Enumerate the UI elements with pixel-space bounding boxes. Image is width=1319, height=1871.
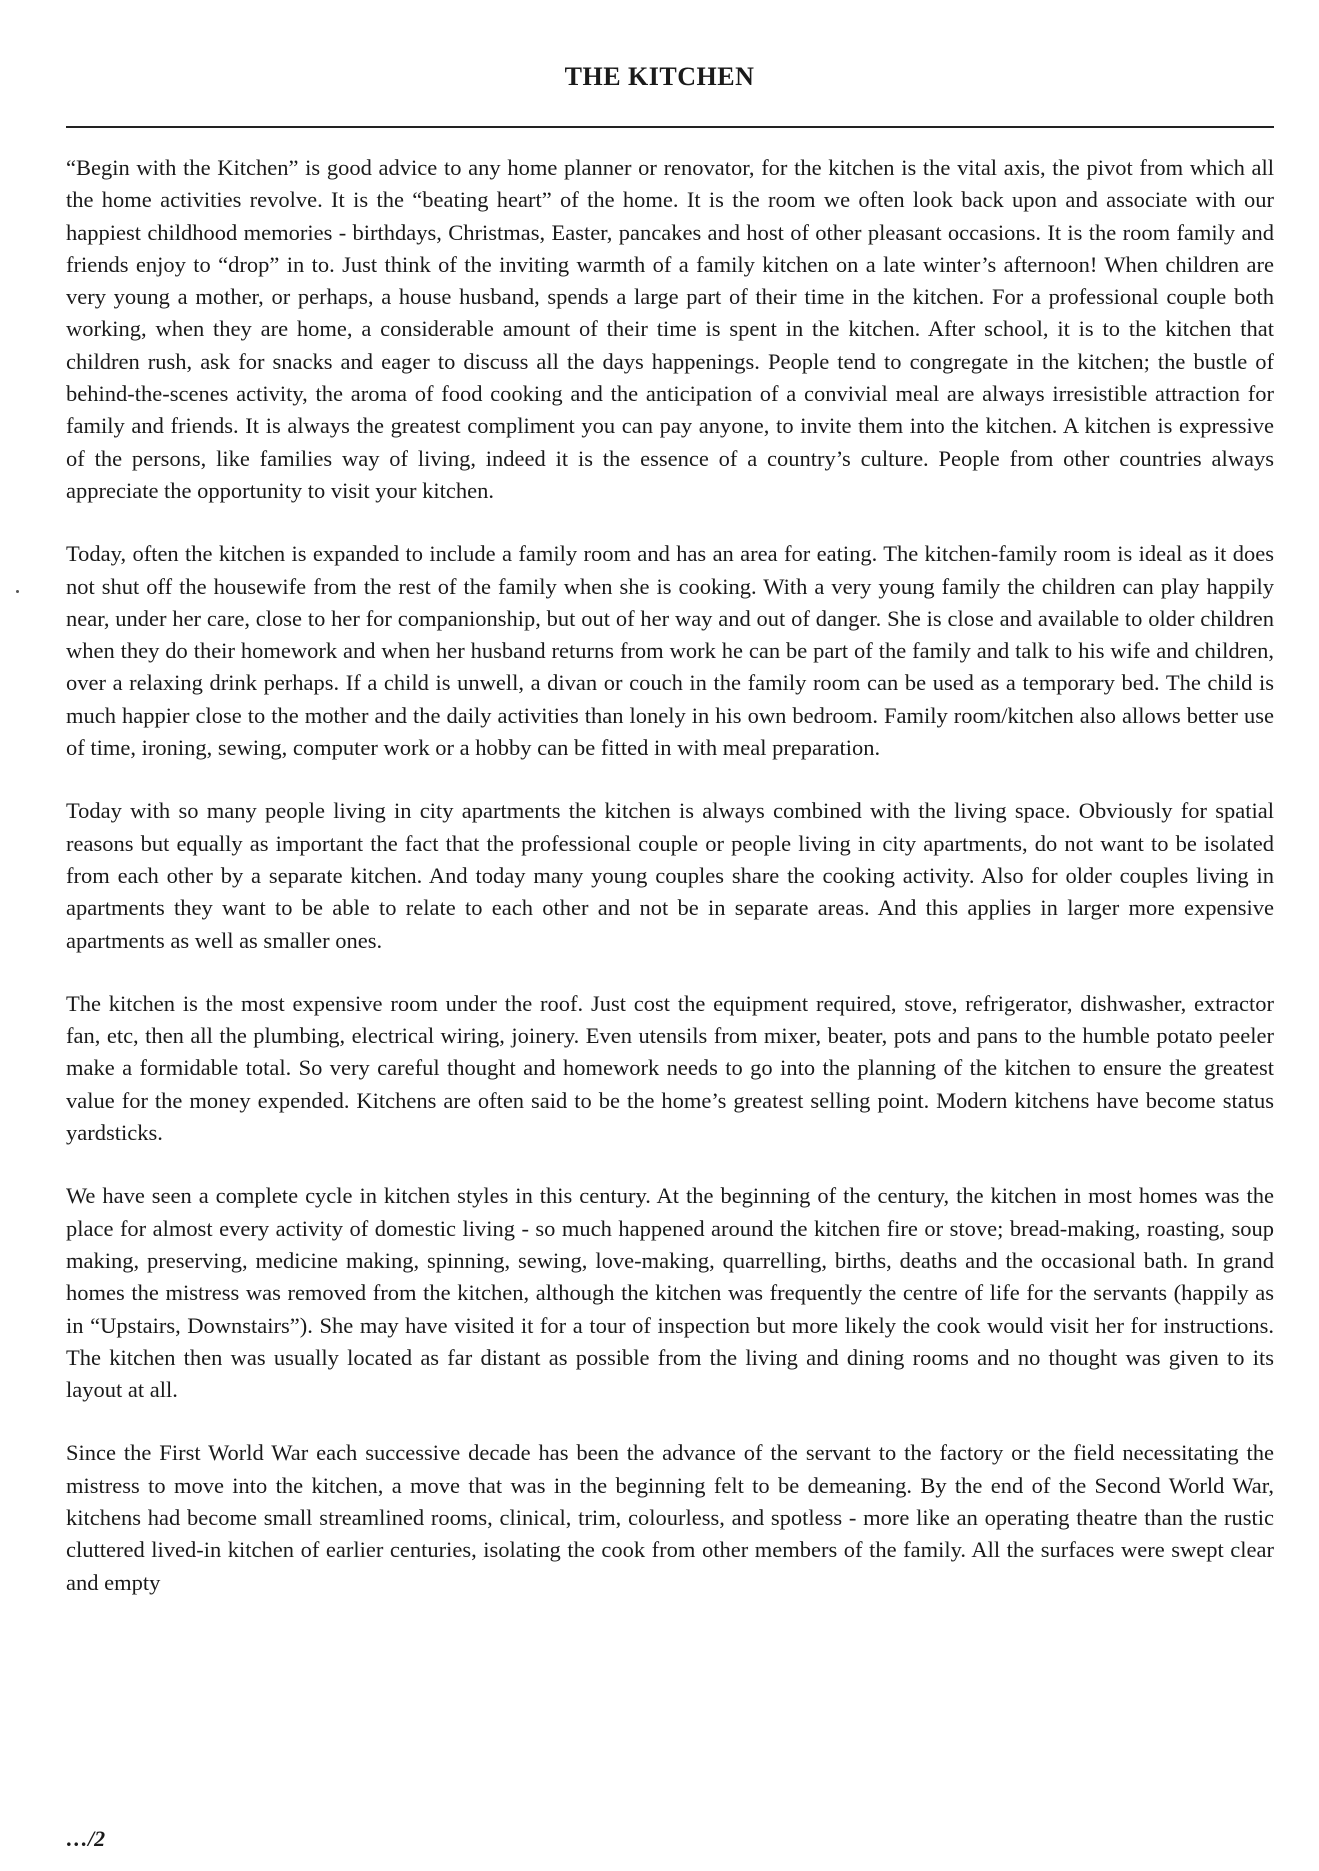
document-body <box>66 152 1274 1630</box>
page-title: THE KITCHEN <box>564 62 755 91</box>
paragraph-3: Today with so many people living in city apartments the kitchen is always combined with the living space. Obviously for spatial reasons but equally as important the fact that the professional couple or people living in city apartments, do not want to be isolated from each other by a separate kitchen. And today many young couples share the cooking activity. Also for older couples living in apartments they want to be able to relate to each other and not be in separate areas. And this applies in larger more expensive apartments as well as smaller ones. <box>66 798 1274 953</box>
paragraph-4: The kitchen is the most expensive room under the roof. Just cost the equipment required, stove, refrigerator, dishwasher, extractor fan, etc, then all the plumbing, electrical wiring, joinery. Even utensils from mixer, beater, pots and pans to the humble potato peeler make a formidable total. So very careful thought and homework needs to go into the planning of the kitchen to ensure the greatest value for the money expended. Kitchens are often said to be the home’s greatest selling point. Modern kitchens have become status yardsticks. <box>66 990 1274 1146</box>
paragraph-1: “Begin with the Kitchen” is good advice to any home planner or renovator, for the kitchen is the vital axis, the pivot from which all the home activities revolve. It is the “beating heart” of the home. It is the room we often look back upon and associate with our happiest childhood memories - birthdays, Christmas, Easter, pancakes and host of other pleasant occasions. It is the room family and friends enjoy to “drop” in to. Just think of the inviting warmth of a family kitchen on a late winter’s afternoon! When children are very young a mother, or perhaps, a house husband, spends a large part of their time in the kitchen. For a professional couple both working, when they are home, a considerable amount of their time is spent in the kitchen. After school, it is to the kitchen that children rush, ask for snacks and eager to discuss all the days happenings. People tend to congregate in the kitchen; the bustle of behind-the-scenes activity, the aroma of food cooking and the anticipation of a convivial meal are always irresistible attraction for family and friends. It is always the greatest compliment you can pay anyone, to invite them into the kitchen. A kitchen is expressive of the persons, like families way of living, indeed it is the essence of a country’s culture. People from other countries always appreciate the opportunity to visit your kitchen. <box>66 155 1274 503</box>
continuation-marker: …/2 <box>66 1826 106 1851</box>
paragraph-6: Since the First World War each successive decade has been the advance of the servant to the factory or the field necessitating the mistress to move into the kitchen, a move that was in the beginning felt to be demeaning. By the end of the Second World War, kitchens had become small streamlined rooms, clinical, trim, colourless, and spotless - more like an operating theatre than the rustic cluttered lived-in kitchen of earlier centuries, isolating the cook from other members of the family. All the surfaces were swept clear and empty <box>66 1440 1274 1595</box>
scan-speck <box>16 590 19 593</box>
paragraph-5: We have seen a complete cycle in kitchen styles in this century. At the beginning of the century, the kitchen in most homes was the place for almost every activity of domestic living - so much happened around the kitchen fire or stove; bread-making, roasting, soup making, preserving, medicine making, spinning, sewing, love-making, quarrelling, births, deaths and the occasional bath. In grand homes the mistress was removed from the kitchen, although the kitchen was frequently the centre of life for the servants (happily as in “Upstairs, Downstairs”). She may have visited it for a tour of inspection but more likely the cook would visit her for instructions. The kitchen then was usually located as far distant as possible from the living and dining rooms and no thought was given to its layout at all. <box>66 1183 1274 1403</box>
paragraph-2: Today, often the kitchen is expanded to include a family room and has an area for eating. The kitchen-family room is ideal as it does not shut off the housewife from the rest of the family when she is cooking. With a very young family the children can play happily near, under her care, close to her for companionship, but out of her way and out of danger. She is close and available to older children when they do their homework and when her husband returns from work he can be part of the family and talk to his wife and children, over a relaxing drink perhaps. If a child is unwell, a divan or couch in the family room can be used as a temporary bed. The child is much happier close to the mother and the daily activities than lonely in his own bedroom. Family room/kitchen also allows better use of time, ironing, sewing, computer work or a hobby can be fitted in with meal preparation. <box>66 541 1274 761</box>
title-divider <box>66 126 1274 128</box>
